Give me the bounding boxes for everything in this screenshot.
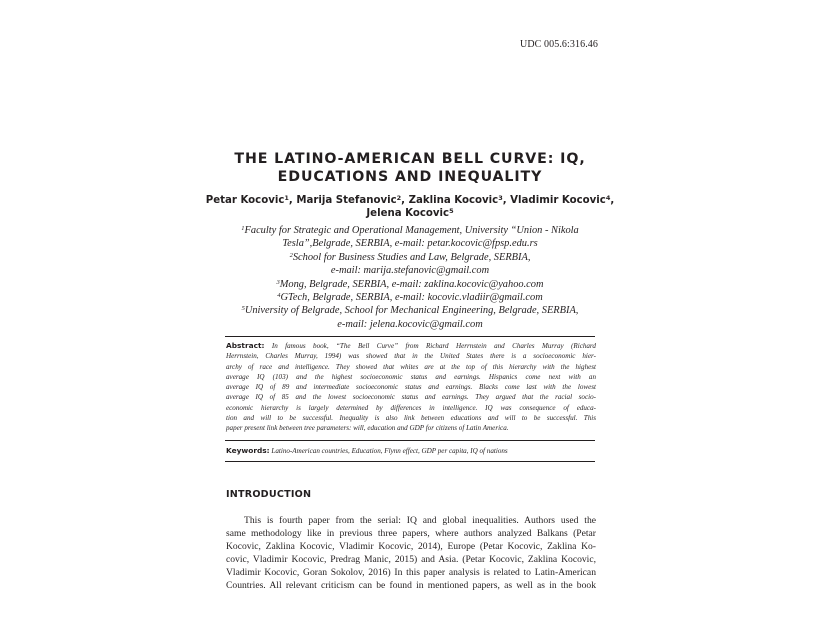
author-line-2 bbox=[0, 207, 820, 220]
author-name: Marija Stefanovic bbox=[296, 195, 397, 206]
abstract-line: Herrnstein, Charles Murray, 1994) was showed that in the United States there is a socioeconomic hier- bbox=[226, 352, 596, 361]
affiliation-line bbox=[0, 237, 820, 250]
abstract-block bbox=[226, 341, 596, 434]
affiliation-list bbox=[0, 224, 820, 331]
affiliation-marker: 4 bbox=[277, 292, 281, 300]
author-affiliation-marker: 5 bbox=[449, 207, 454, 215]
body-line: This is fourth paper from the serial: IQ and global inequalities. Authors used the bbox=[244, 515, 596, 526]
author-affiliation-marker: 3 bbox=[498, 194, 503, 202]
paper-title-line-2: EDUCATIONS AND INEQUALITY bbox=[277, 169, 543, 185]
affiliation-marker: 3 bbox=[276, 278, 280, 286]
author-name: Petar Kocovic bbox=[205, 195, 285, 206]
introduction-heading: INTRODUCTION bbox=[226, 489, 312, 500]
affiliation-text: University of Belgrade, School for Mechanical Engineering, Belgrade, SERBIA, bbox=[244, 305, 579, 317]
abstract-top-rule bbox=[225, 336, 595, 337]
udc-code: UDC 005.6:316.46 bbox=[520, 39, 598, 50]
affiliation-text: Mong, Belgrade, SERBIA, e-mail: zaklina.kocovic@yahoo.com bbox=[279, 278, 544, 290]
abstract-line: average IQ (103) and the highest socioeconomic status and earnings. Hispanics come next with an bbox=[226, 372, 596, 381]
affiliation-marker: 5 bbox=[241, 305, 245, 313]
author-name: Jelena Kocovic bbox=[366, 208, 450, 219]
abstract-line: average IQ of 85 and the lowest socioeconomic status and earnings. They argued that the racial socio- bbox=[226, 393, 596, 402]
body-line: Vladimir Kocovic, Goran Sokolov, 2016) In this paper analysis is related to Latin-American bbox=[226, 567, 596, 579]
keywords-top-rule bbox=[225, 440, 595, 441]
affiliation-text: e-mail: marija.stefanovic@gmail.com bbox=[330, 265, 490, 277]
keywords-bottom-rule bbox=[225, 461, 595, 462]
author-separator: , bbox=[401, 195, 409, 206]
affiliation-line bbox=[0, 264, 820, 277]
affiliation-marker: 2 bbox=[289, 251, 293, 259]
introduction-body bbox=[226, 514, 596, 593]
affiliation-line bbox=[0, 318, 820, 331]
author-separator: , bbox=[610, 195, 615, 206]
abstract-line: economic hierarchy is largely determined by differences in intelligence. IQ was consequence of educa- bbox=[226, 403, 596, 412]
affiliation-text: GTech, Belgrade, SERBIA, e-mail: kocovic.vladiir@gmail.com bbox=[280, 292, 543, 304]
author-separator: , bbox=[288, 195, 297, 206]
affiliation-line bbox=[0, 278, 820, 291]
abstract-line: paper present link between tree parameters: will, education and GDP for citizens of Latin America. bbox=[226, 424, 509, 433]
paper-title-line-1: THE LATINO-AMERICAN BELL CURVE: IQ, bbox=[234, 151, 586, 167]
affiliation-line bbox=[0, 224, 820, 237]
author-name: Zaklina Kocovic bbox=[408, 195, 499, 206]
author-list bbox=[0, 194, 820, 220]
abstract-line: tion and will to be successful. Inequality is also link between educations and will to be successful. This bbox=[226, 414, 596, 423]
body-line: Countries. All relevant criticism can be found in mentioned papers, as well as in the book bbox=[226, 580, 596, 592]
affiliation-text: Tesla”,Belgrade, SERBIA, e-mail: petar.kocovic@fpsp.edu.rs bbox=[282, 238, 538, 250]
abstract-line: average IQ of 89 and intermediate socioeconomic status and earnings. Blacks come last with the lowest bbox=[226, 383, 596, 392]
body-line: Kocovic, Zaklina Kocovic, Vladimir Kocovic, 2014), Europe (Petar Kocovic, Zaklina Ko- bbox=[226, 541, 596, 553]
keywords-text: Latino-American countries, Education, Flynn effect, GDP per capita, IQ of nations bbox=[271, 447, 508, 455]
keywords-label: Keywords: bbox=[226, 446, 270, 455]
author-affiliation-marker: 2 bbox=[396, 194, 402, 202]
keywords-block bbox=[226, 446, 596, 456]
abstract-label: Abstract: bbox=[226, 341, 265, 350]
affiliation-line bbox=[0, 304, 820, 317]
body-line: same methodology like in previous three papers, where authors analyzed Balkans (Petar bbox=[226, 528, 596, 540]
affiliation-text: School for Business Studies and Law, Belgrade, SERBIA, bbox=[292, 251, 531, 263]
author-affiliation-marker: 4 bbox=[605, 194, 611, 202]
affiliation-marker: 1 bbox=[241, 225, 245, 232]
author-name: Vladimir Kocovic bbox=[510, 195, 606, 206]
abstract-line-text: In famous book, “The Bell Curve” from Richard Herrnstein and Charles Murray (Richard bbox=[271, 342, 596, 350]
affiliation-line bbox=[0, 251, 820, 264]
paper-title bbox=[0, 150, 820, 186]
affiliation-line bbox=[0, 291, 820, 304]
affiliation-text: e-mail: jelena.kocovic@gmail.com bbox=[337, 318, 483, 330]
affiliation-text: Faculty for Strategic and Operational Management, University “Union - Nikola bbox=[244, 225, 579, 236]
author-line-1 bbox=[0, 194, 820, 207]
author-separator: , bbox=[502, 195, 511, 206]
abstract-line: archy of race and intelligence. They showed that whites are at the top of this hierarchy with the highest bbox=[226, 362, 596, 371]
author-affiliation-marker: 1 bbox=[284, 194, 289, 202]
abstract-line bbox=[226, 341, 596, 351]
body-line: covic, Vladimir Kocovic, Predrag Manic, 2015) and Asia. (Petar Kocovic, Zaklina Kocovic, bbox=[226, 554, 596, 566]
